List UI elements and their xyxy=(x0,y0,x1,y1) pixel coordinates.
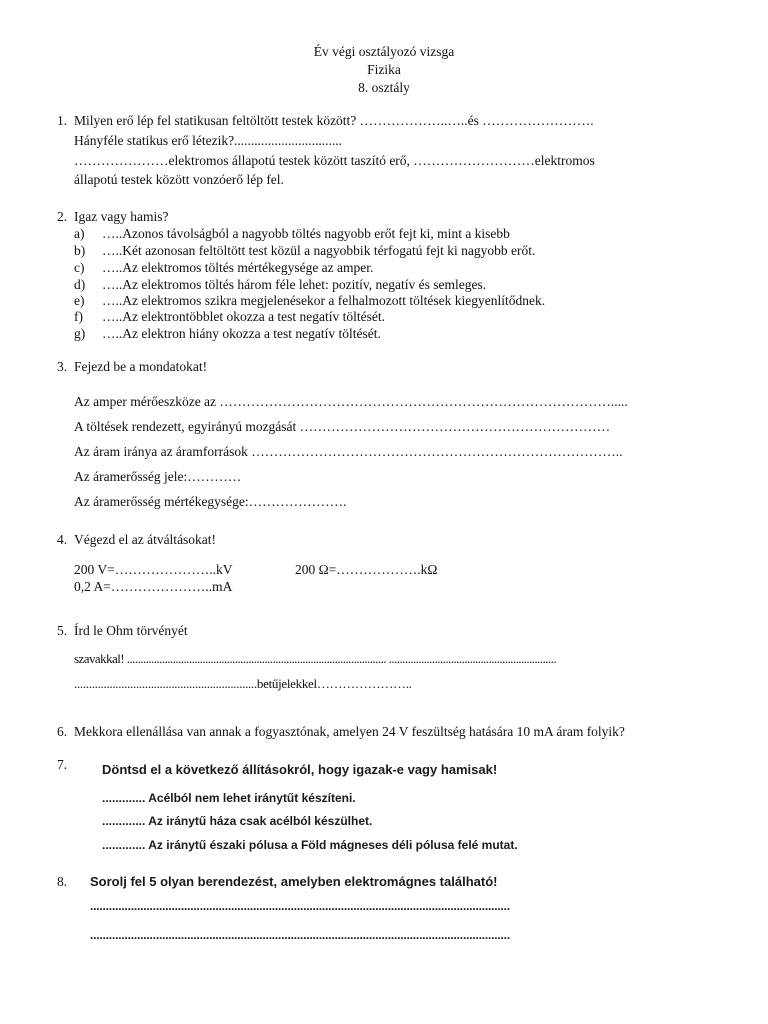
answer-line: ...................................................................................................................................... xyxy=(90,928,510,942)
item-label: b) xyxy=(74,243,86,258)
true-false-item: …..Az elektromos töltés mértékegysége az amper. xyxy=(102,260,374,275)
subject-title: Fizika xyxy=(367,62,401,77)
question-number: 6. xyxy=(57,724,68,739)
sentence-line: Az amper mérőeszköze az ……………………………………………………………………………..... xyxy=(74,394,628,409)
sentence-line: A töltések rendezett, egyirányú mozgását …………………………………………………………… xyxy=(74,419,611,434)
sentence-line: Az áramerősség mértékegysége:…………………. xyxy=(74,494,347,509)
question-number: 8. xyxy=(57,874,68,889)
item-label: e) xyxy=(74,293,85,308)
question-number: 2. xyxy=(57,209,68,224)
statement-item: ............. Az iránytű északi pólusa a Föld mágneses déli pólusa felé mutat. xyxy=(102,838,518,852)
question-text: Milyen erő lép fel statikusan feltöltött testek között? ………………..…..és ……………………. xyxy=(74,113,594,128)
question-text: …………………elektromos állapotú testek között taszító erő, ………………………elektromos xyxy=(74,153,595,168)
conversion-line: 200 V=…………………..kV xyxy=(74,562,233,577)
conversion-line: 200 Ω=……………….kΩ xyxy=(295,562,438,577)
question-title: Sorolj fel 5 olyan berendezést, amelyben elektromágnes található! xyxy=(90,874,498,889)
question-title: Végezd el az átváltásokat! xyxy=(74,532,217,547)
statement-item: ............. Acélból nem lehet iránytűt készíteni. xyxy=(102,791,356,805)
true-false-item: …..Az elektromos szikra megjelenésekor a felhalmozott töltések kiegyenlítődnek. xyxy=(102,293,546,308)
question-number: 3. xyxy=(57,359,68,374)
question-number: 1. xyxy=(57,113,68,128)
answer-line: ..............................................................betűjelekkel………………….. xyxy=(74,676,412,691)
statement-item: ............. Az iránytű háza csak acélból készülhet. xyxy=(102,814,373,828)
question-number: 4. xyxy=(57,532,68,547)
item-label: c) xyxy=(74,260,85,275)
question-title: Fejezd be a mondatokat! xyxy=(74,359,208,374)
item-label: a) xyxy=(74,226,85,241)
question-text: Mekkora ellenállása van annak a fogyasztónak, amelyen 24 V feszültség hatására 10 mA áram folyik? xyxy=(74,724,625,739)
true-false-item: …..Az elektron hiány okozza a test negatív töltését. xyxy=(102,326,381,341)
question-number: 5. xyxy=(57,623,68,638)
question-number: 7. xyxy=(57,757,68,772)
question-title: Döntsd el a következő állításokról, hogy igazak-e vagy hamisak! xyxy=(102,762,498,777)
question-text: Hányféle statikus erő létezik?................................ xyxy=(74,133,343,148)
answer-line: szavakkal! ................................................................................................ .............................................................. xyxy=(74,651,557,666)
exam-title: Év végi osztályozó vizsga xyxy=(313,44,455,59)
true-false-item: …..Az elektrontöbblet okozza a test negatív töltését. xyxy=(102,309,386,324)
item-label: d) xyxy=(74,277,86,292)
item-label: g) xyxy=(74,326,86,341)
question-title: Igaz vagy hamis? xyxy=(74,209,169,224)
grade-title: 8. osztály xyxy=(358,80,410,95)
sentence-line: Az áramerősség jele:………… xyxy=(74,469,242,484)
question-text: állapotú testek között vonzóerő lép fel. xyxy=(74,172,284,187)
conversion-line: 0,2 A=…………………..mA xyxy=(74,579,233,594)
true-false-item: …..Azonos távolságból a nagyobb töltés nagyobb erőt fejt ki, mint a kisebb xyxy=(102,226,510,241)
item-label: f) xyxy=(74,309,83,324)
question-title: Írd le Ohm törvényét xyxy=(74,623,188,638)
answer-line: ...................................................................................................................................... xyxy=(90,899,510,913)
true-false-item: …..Az elektromos töltés három féle lehet: pozitív, negatív és semleges. xyxy=(102,277,487,292)
true-false-item: …..Két azonosan feltöltött test közül a nagyobbik térfogatú fejt ki nagyobb erőt. xyxy=(102,243,536,258)
sentence-line: Az áram iránya az áramforrások ……………………………………………………………………….. xyxy=(74,444,623,459)
